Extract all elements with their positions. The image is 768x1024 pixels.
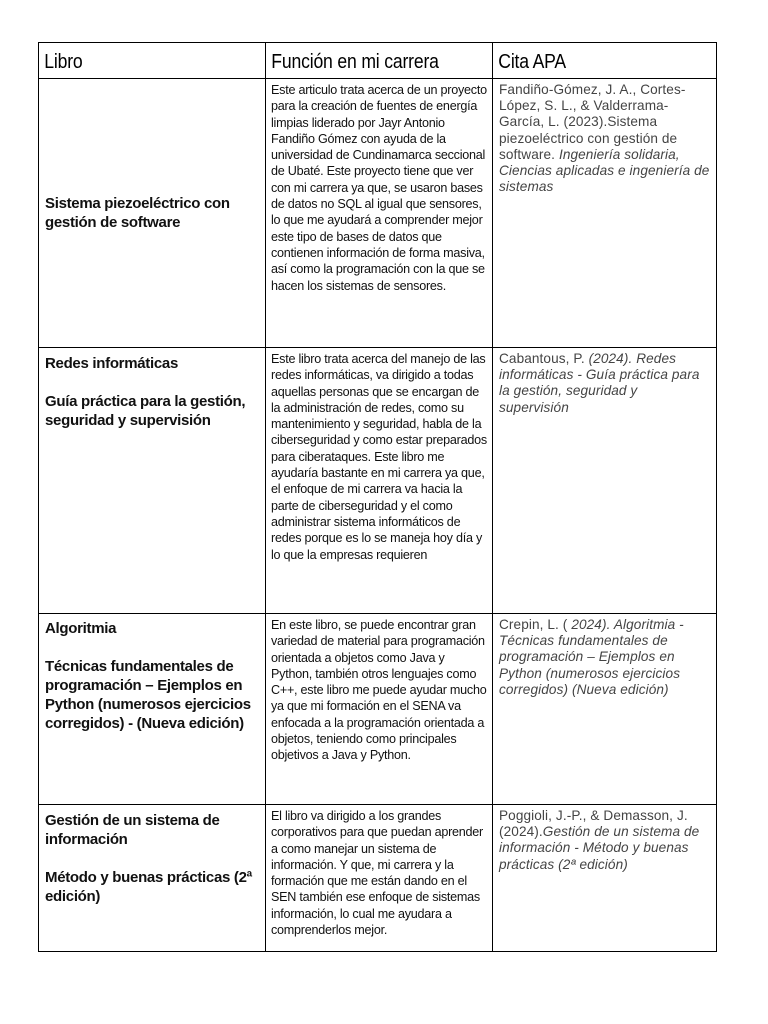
table-row [39, 614, 717, 805]
cita-italic: (2024). Redes informáticas - Guía práctica para la gestión, seguridad y supervisión [499, 351, 700, 415]
libro-title: Redes informáticas [45, 355, 178, 372]
cita-cell [493, 805, 717, 952]
funcion-text: En este libro, se puede encontrar gran variedad de material para programación orientada a objetos como Java y Python, también otros lenguajes como C++, este libro me puede ayudar mucho ya que mi formación en el SENA va enfocada a la programación orientada a objetos, teniendo como principales objetivos a Java y Python. [271, 618, 487, 763]
cita-plain: Crepin, L. ( [499, 617, 568, 632]
funcion-text: Este articulo trata acerca de un proyecto para la creación de fuentes de energía limpias liderado por Jayr Antonio Fandiño Gómez con ayuda de la universidad de Cundinamarca seccional de Ubaté. Este proyecto tiene que ver con mi carrera ya que, se usaron bases de datos no SQL al igual que sensores, lo que me ayudará a comprender mejor este tipo de bases de datos que contienen información de forma masiva, así como la programación con la que se hacen los sistemas de sensores. [271, 83, 487, 293]
cita-cell [493, 79, 717, 348]
cita-plain: Fandiño-Gómez, J. A., Cortes-López, S. L., & Valderrama-García, L. (2023).Sistema piezoeléctrico con gestión de software. [499, 82, 686, 162]
libro-cell [39, 79, 266, 348]
cita-plain: Poggioli, J.-P., & Demasson, J. (2024). [499, 808, 688, 840]
header-cita: Cita APA [493, 43, 717, 79]
cita-italic: Ingeniería solidaria, Ciencias aplicadas e ingeniería de sistemas [499, 146, 710, 195]
cita-cell [493, 614, 717, 805]
funcion-text: Este libro trata acerca del manejo de las redes informáticas, va dirigido a todas aquellas personas que se encargan de la administración de redes, como su mantenimiento y seguridad, habla de la ciberseguridad y como estar preparados para ciberataques. Este libro me ayudaría bastante en mi carrera ya que, el enfoque de mi carrera va hacia la parte de ciberseguridad y el como administrar sistema informáticos de redes porque es lo se maneja hoy día y lo que la empresas requieren [271, 352, 487, 562]
libro-subtitle: Técnicas fundamentales de programación – Ejemplos en Python (numerosos ejercicios corregidos) - (Nueva edición) [45, 658, 251, 732]
funcion-text: El libro va dirigido a los grandes corporativos para que puedan aprender a como manejar un sistema de información. Y que, mi carrera y la formación que me están dando en el SEN también ese enfoque de sistemas información, lo cual me ayudara a comprenderlos mejor. [271, 809, 483, 938]
funcion-cell [266, 348, 493, 614]
libro-subtitle: Método y buenas prácticas (2ª edición) [45, 869, 252, 905]
funcion-cell [266, 805, 493, 952]
libro-title: Algoritmia [45, 620, 117, 637]
cita-italic: 2024). Algoritmia - Técnicas fundamentales de programación – Ejemplos en Python (numerosos ejercicios corregidos) (Nueva edición) [499, 617, 684, 697]
libro-cell [39, 348, 266, 614]
books-table [38, 42, 717, 952]
table-row [39, 805, 717, 952]
libro-subtitle: Guía práctica para la gestión, seguridad y supervisión [45, 393, 246, 429]
libro-title: Gestión de un sistema de información [45, 812, 220, 848]
cita-cell [493, 348, 717, 614]
funcion-cell [266, 614, 493, 805]
cita-plain: Cabantous, P. [499, 351, 585, 366]
header-row [39, 43, 717, 79]
cita-italic: Gestión de un sistema de información - Método y buenas prácticas (2ª edición) [499, 824, 700, 872]
header-libro: Libro [39, 43, 266, 79]
libro-title: Sistema piezoeléctrico con gestión de software [45, 195, 230, 231]
table-row [39, 348, 717, 614]
libro-cell [39, 805, 266, 952]
libro-cell [39, 614, 266, 805]
table-row [39, 79, 717, 348]
header-funcion: Función en mi carrera [266, 43, 493, 79]
funcion-cell [266, 79, 493, 348]
